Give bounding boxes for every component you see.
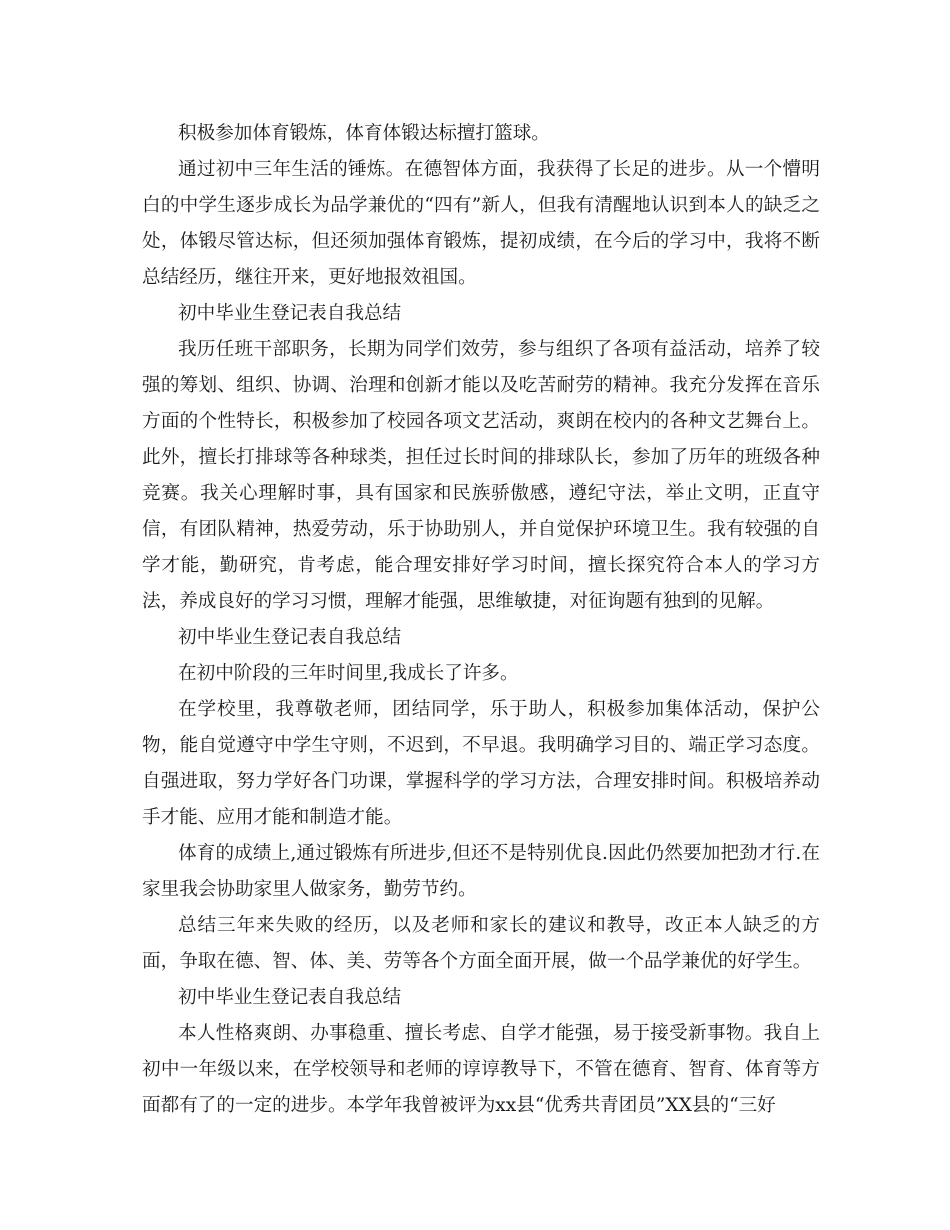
paragraph-sports: 积极参加体育锻炼，体育体锻达标擅打篮球。 xyxy=(178,123,550,144)
paragraph-growth: 在初中阶段的三年时间里,我成长了许多。 xyxy=(178,663,519,684)
paragraph-at-school: 在学校里，我尊敬老师，团结同学，乐于助人，积极参加集体活动，保护公物，能自觉遵守中学生守则，不迟到，不早退。我明确学习目的、端正学习态度。自强进取，努力学好各门功课，掌握科学的学习方法，合理安排时间。积极培养动手才能、应用才能和制造才能。 xyxy=(142,699,820,828)
section-heading-2: 初中毕业生登记表自我总结 xyxy=(178,627,402,648)
section-heading-3: 初中毕业生登记表自我总结 xyxy=(178,987,402,1008)
section-heading-1: 初中毕业生登记表自我总结 xyxy=(178,303,402,324)
paragraph-three-years: 通过初中三年生活的锤炼。在德智体方面，我获得了长足的进步。从一个懵明白的中学生逐步成长为品学兼优的“四有”新人，但我有清醒地认识到本人的缺乏之处，体锻尽管达标，但还须加强体育锻炼，提初成绩，在今后的学习中，我将不断总结经历，继往开来，更好地报效祖国。 xyxy=(142,159,820,288)
paragraph-sports-results: 体育的成绩上,通过锻炼有所进步,但还不是特别优良.因此仍然要加把劲才行.在家里我会协助家里人做家务，勤劳节约。 xyxy=(142,843,820,900)
paragraph-summary: 总结三年来失败的经历，以及老师和家长的建议和教导，改正本人缺乏的方面，争取在德、智、体、美、劳等各个方面全面开展，做一个品学兼优的好学生。 xyxy=(142,915,820,972)
paragraph-class-cadre: 我历任班干部职务，长期为同学们效劳，参与组织了各项有益活动，培养了较强的筹划、组织、协调、治理和创新才能以及吃苦耐劳的精神。我充分发挥在音乐方面的个性特长，积极参加了校园各项文艺活动，爽朗在校内的各种文艺舞台上。此外，擅长打排球等各种球类，担任过长时间的排球队长，参加了历年的班级各种竞赛。我关心理解时事，具有国家和民族骄傲感，遵纪守法，举止文明，正直守信，有团队精神，热爱劳动，乐于协助别人，并自觉保护环境卫生。我有较强的自学才能，勤研究，肯考虑，能合理安排好学习时间，擅长探究符合本人的学习方法，养成良好的学习习惯，理解才能强，思维敏捷，对征询题有独到的见解。 xyxy=(142,339,820,612)
paragraph-personality: 本人性格爽朗、办事稳重、擅长考虑、自学才能强，易于接受新事物。我自上初中一年级以来，在学校领导和老师的谆谆教导下，不管在德育、智育、体育等方面都有了的一定的进步。本学年我曾被评为xx县“优秀共青团员”XX县的“三好 xyxy=(142,1023,820,1116)
document-body xyxy=(142,116,820,1124)
